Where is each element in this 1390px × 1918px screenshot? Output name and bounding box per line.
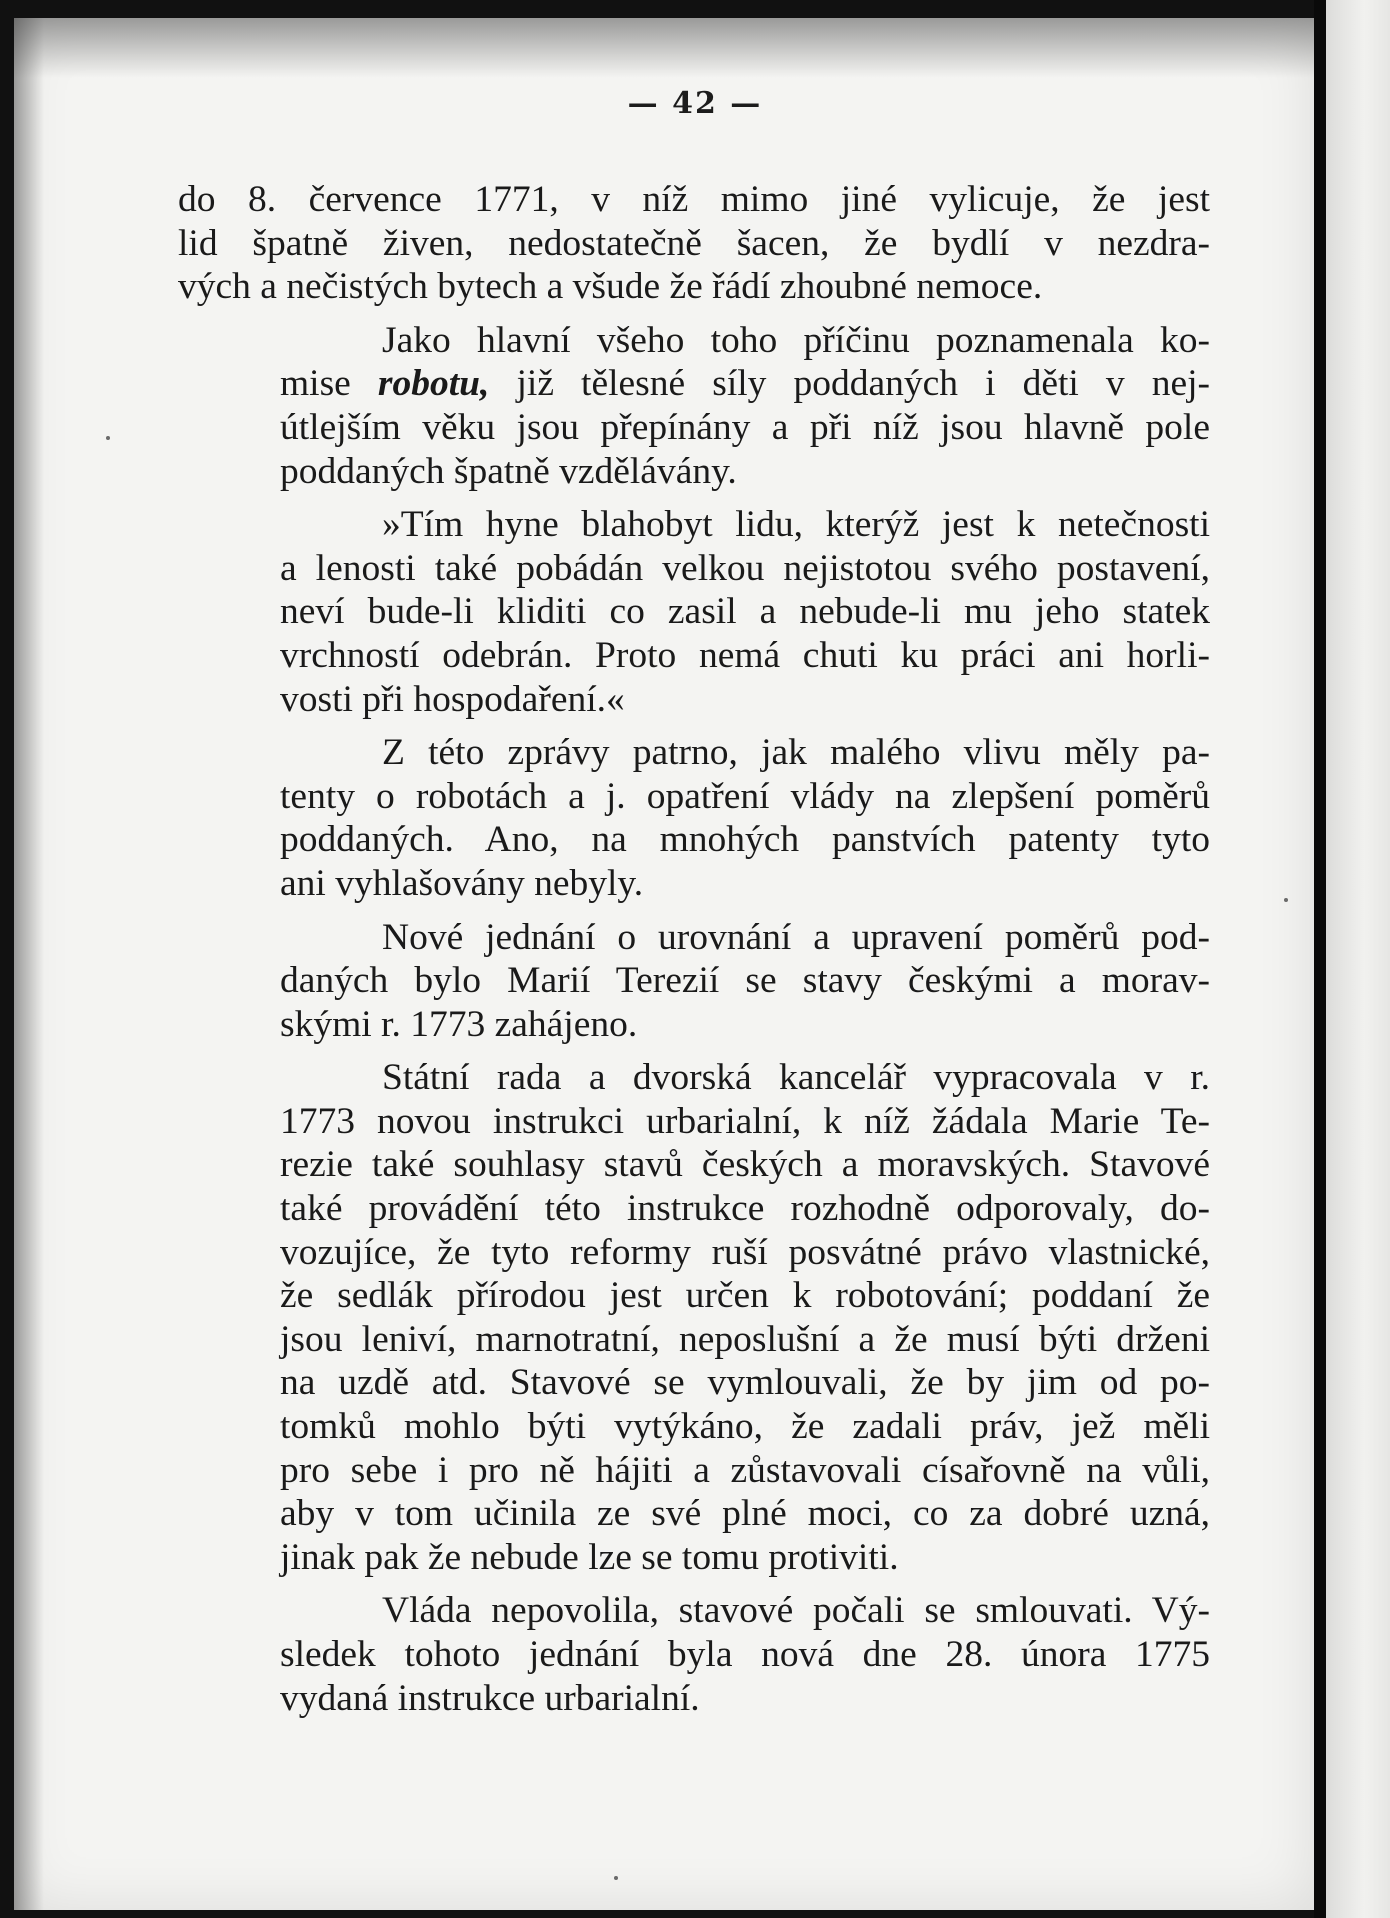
dust-speck [106, 436, 110, 440]
text-line-with-emphasis [178, 362, 1210, 406]
text-line: také provádění této instrukce rozhodně odporovaly, do- [280, 1188, 1210, 1230]
page-number: — 42 — [627, 86, 763, 121]
paragraph-1 [178, 178, 1210, 309]
text-line: poddaných špatně vzdělávány. [280, 450, 737, 492]
text-fragment: mise [280, 363, 351, 405]
text-line: vosti při hospodaření.« [280, 678, 625, 720]
paragraph-5 [178, 916, 1210, 1047]
body-text [178, 178, 1210, 1720]
text-line: Z této zprávy patrno, jak malého vlivu měly pa- [382, 732, 1210, 774]
paragraph-7 [178, 1589, 1210, 1720]
text-line: lid špatně živen, nedostatečně šacen, že bydlí v nezdra- [178, 222, 1210, 264]
paragraph-6 [178, 1056, 1210, 1579]
text-line: 1773 novou instrukci urbarialní, k níž žádala Marie Te- [280, 1100, 1210, 1142]
text-line: že sedlák přírodou jest určen k robotování; poddaní že [280, 1275, 1210, 1317]
dust-speck [1284, 898, 1288, 902]
text-line: a lenosti také pobádán velkou nejistotou svého postavení, [280, 547, 1210, 589]
text-line: aby v tom učinila ze své plné moci, co za dobré uzná, [280, 1493, 1210, 1535]
text-line: neví bude-li kliditi co zasil a nebude-li mu jeho statek [280, 591, 1210, 633]
adjacent-page-edge [1326, 0, 1390, 1918]
text-line: skými r. 1773 zahájeno. [280, 1003, 638, 1045]
text-line: Nové jednání o urovnání a upravení poměrů pod- [382, 916, 1210, 958]
text-line: ani vyhlašovány nebyly. [280, 862, 644, 904]
text-line: na uzdě atd. Stavové se vymlouvali, že by jim od po- [280, 1362, 1210, 1404]
text-line: jsou leniví, marnotratní, neposlušní a že musí býti drženi [280, 1318, 1210, 1360]
text-line: vydaná instrukce urbarialní. [280, 1677, 700, 1719]
text-line: do 8. července 1771, v níž mimo jiné vylicuje, že jest [178, 179, 1210, 220]
text-fragment: již tělesné síly poddaných i děti v nej- [516, 363, 1210, 405]
book-gutter [1314, 0, 1326, 1918]
text-line: tomků mohlo býti vytýkáno, že zadali práv, jež měli [280, 1406, 1210, 1448]
text-line: Vláda nepovolila, stavové počali se smlouvati. Vý- [382, 1590, 1210, 1632]
paragraph-2 [178, 319, 1210, 493]
text-line: rezie také souhlasy stavů českých a moravských. Stavové [280, 1144, 1210, 1186]
emphasized-word: robotu, [377, 363, 490, 405]
text-line: Státní rada a dvorská kancelář vypracovala v r. [382, 1057, 1210, 1099]
left-edge-shadow [14, 18, 44, 1910]
paragraph-3 [178, 503, 1210, 721]
text-line: Jako hlavní všeho toho příčinu poznamenala ko- [382, 319, 1210, 361]
text-line: poddaných. Ano, na mnohých panstvích patenty tyto [280, 819, 1210, 861]
text-line: daných bylo Marií Terezií se stavy českými a morav- [280, 960, 1210, 1002]
text-line: vrchností odebrán. Proto nemá chuti ku práci ani horli- [280, 634, 1210, 676]
paragraph-4 [178, 731, 1210, 905]
text-line: vozujíce, že tyto reformy ruší posvátné právo vlastnické, [280, 1231, 1210, 1273]
dust-speck [614, 1876, 618, 1880]
text-line: útlejším věku jsou přepínány a při níž jsou hlavně pole [280, 406, 1210, 448]
text-line: »Tím hyne blahobyt lidu, kterýž jest k netečnosti [382, 504, 1210, 546]
text-line: tenty o robotách a j. opatření vlády na zlepšení poměrů [280, 775, 1210, 817]
text-line: pro sebe i pro ně hájiti a zůstavovali císařovně na vůli, [280, 1449, 1210, 1491]
top-edge-shadow [14, 18, 1314, 78]
text-line: jinak pak že nebude lze se tomu protiviti. [280, 1536, 899, 1578]
text-line: vých a nečistých bytech a všude že řádí zhoubné nemoce. [178, 266, 1043, 308]
text-line: sledek tohoto jednání byla nová dne 28. února 1775 [280, 1634, 1210, 1675]
